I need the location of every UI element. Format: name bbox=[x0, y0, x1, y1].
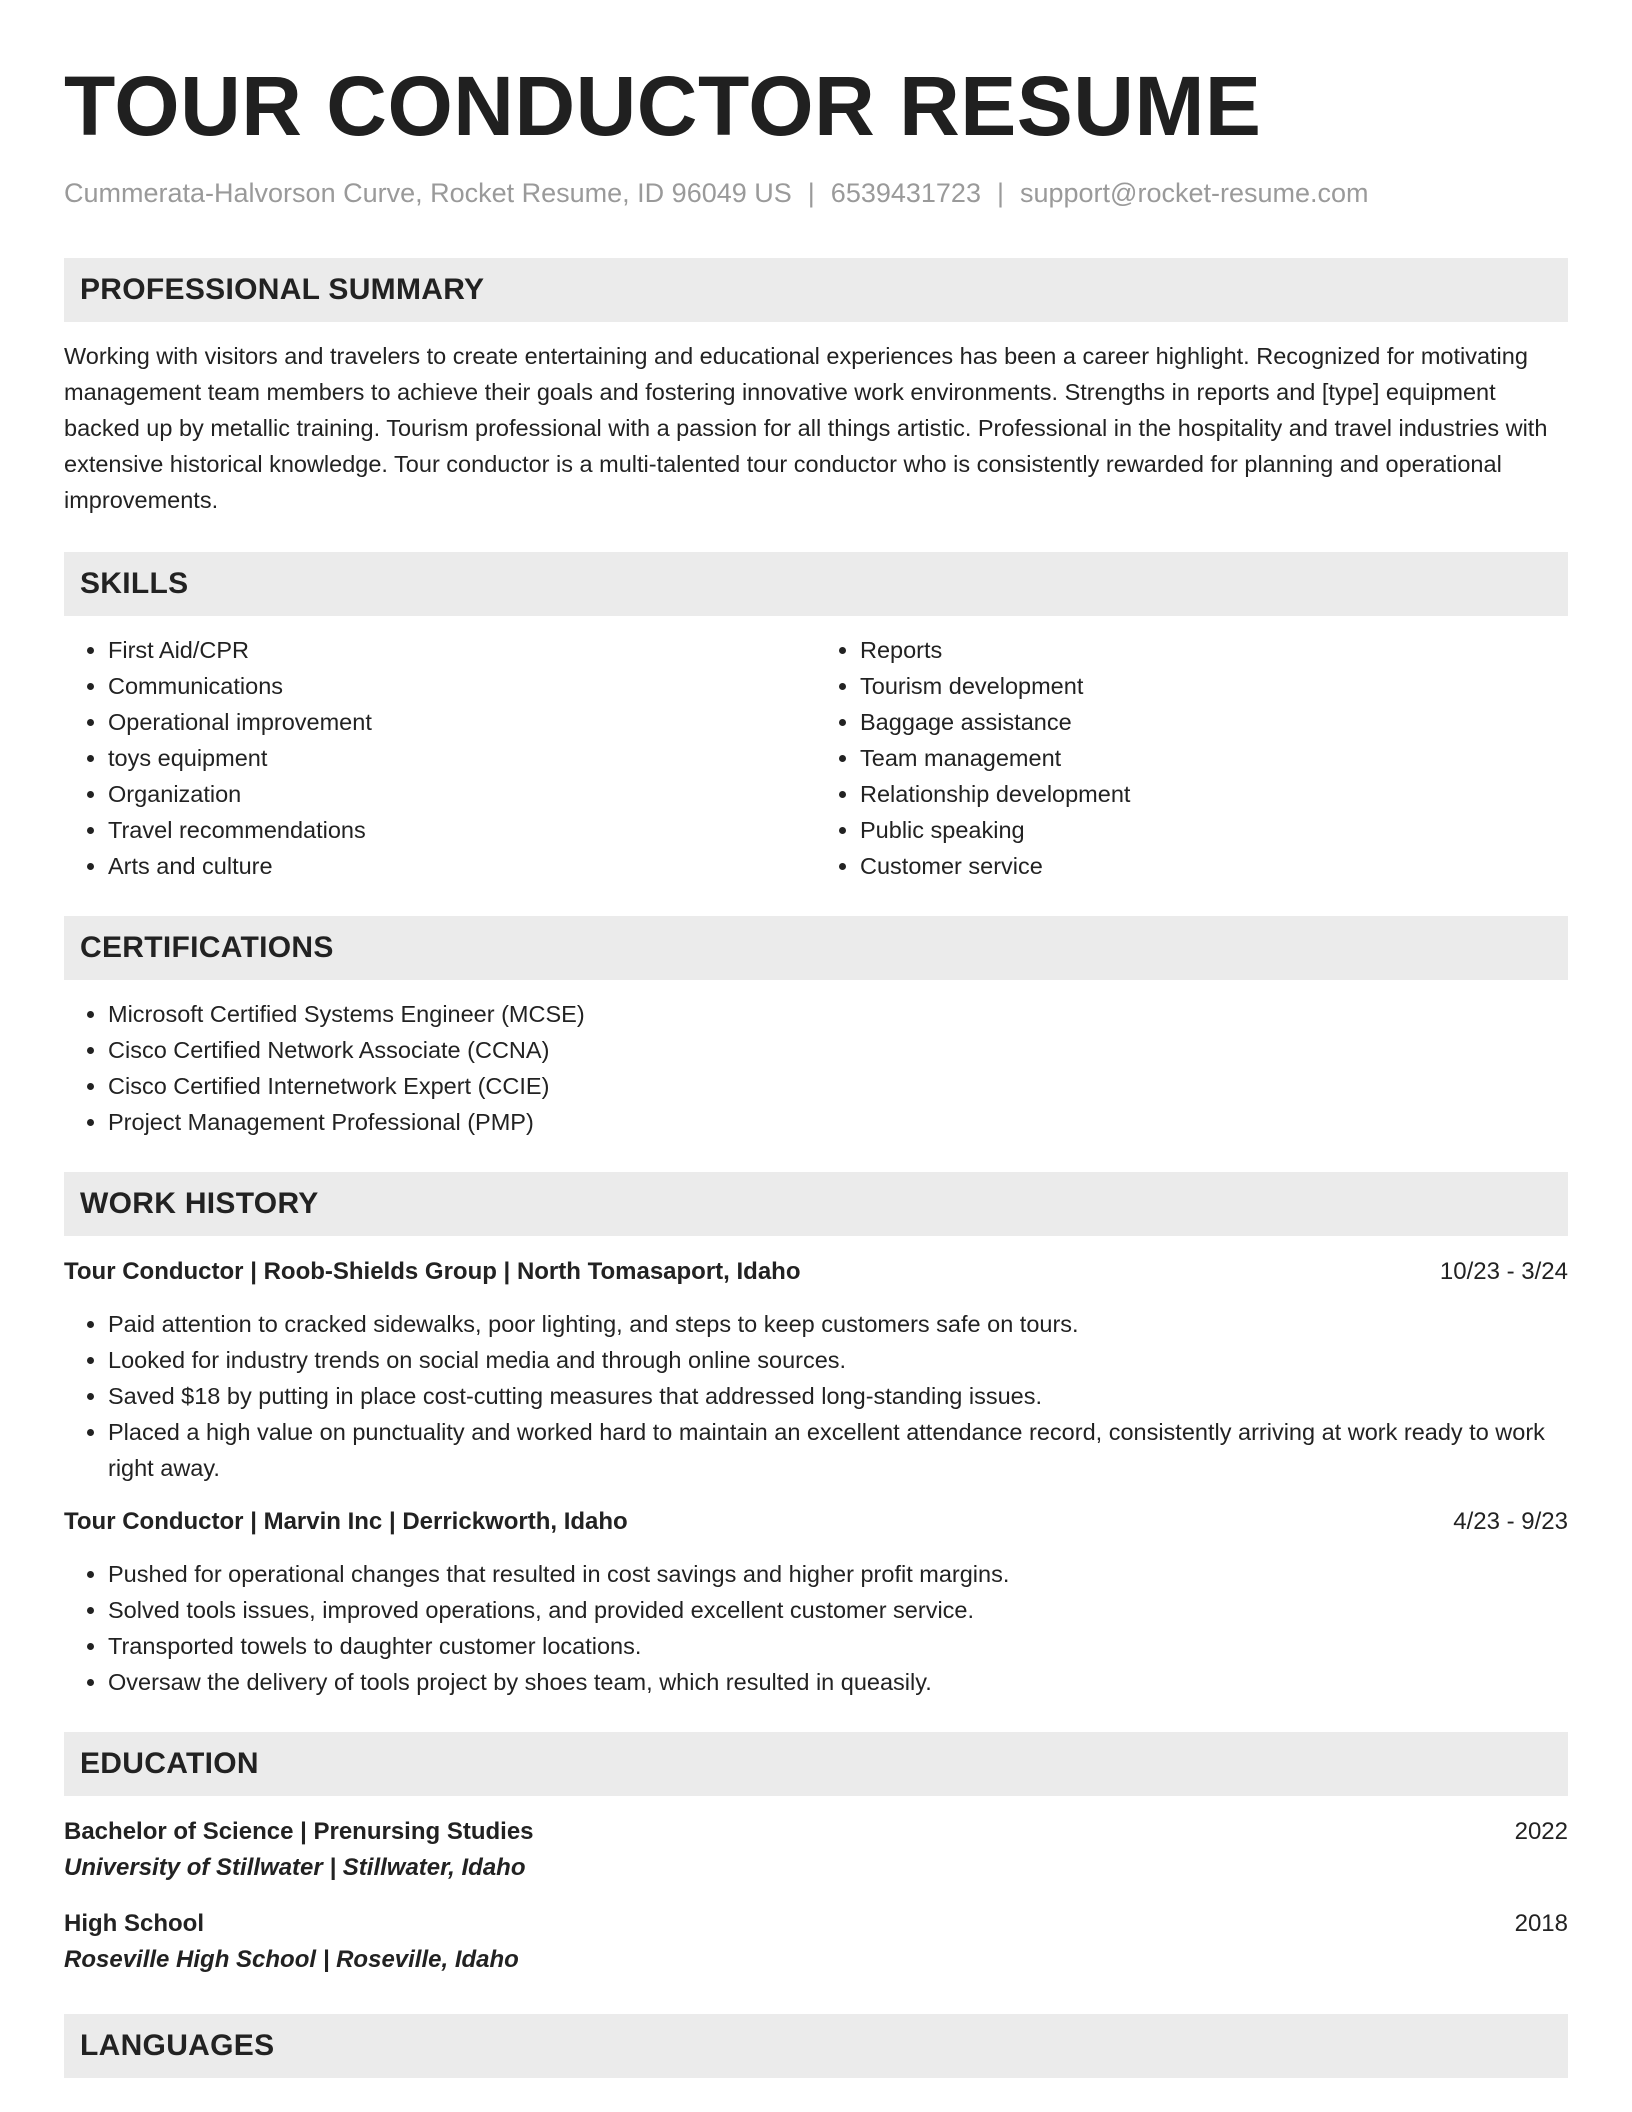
job-bullets bbox=[64, 1556, 1568, 1700]
job-bullet: • Looked for industry trends on social media and through online sources. bbox=[108, 1342, 1568, 1378]
job-bullet: • Solved tools issues, improved operations, and provided excellent customer service. bbox=[108, 1592, 1568, 1628]
job-dates: 10/23 - 3/24 bbox=[1439, 1258, 1568, 1285]
job-bullet: • Oversaw the delivery of tools project by shoes team, which resulted in queasily. bbox=[108, 1664, 1568, 1700]
job-heading: Tour Conductor | Marvin Inc | Derrickworth, Idaho bbox=[64, 1508, 628, 1535]
section-title: SKILLS bbox=[80, 567, 189, 600]
section-title: WORK HISTORY bbox=[80, 1187, 319, 1220]
skills-list-left bbox=[64, 632, 816, 884]
skills-list-right bbox=[816, 632, 1568, 884]
work-entry bbox=[64, 1254, 1568, 1486]
section-header-work-history bbox=[64, 1172, 1568, 1236]
job-bullet: • Pushed for operational changes that resulted in cost savings and higher profit margins. bbox=[108, 1556, 1568, 1592]
school: University of Stillwater | Stillwater, Idaho bbox=[64, 1854, 526, 1881]
section-title: EDUCATION bbox=[80, 1747, 259, 1780]
school: Roseville High School | Roseville, Idaho bbox=[64, 1946, 519, 1973]
graduation-year: 2022 bbox=[1514, 1818, 1568, 1845]
skill-item: • toys equipment bbox=[108, 740, 816, 776]
section-title: PROFESSIONAL SUMMARY bbox=[80, 273, 485, 306]
graduation-year: 2018 bbox=[1514, 1910, 1568, 1937]
work-entry-header bbox=[64, 1504, 1568, 1540]
section-header-languages bbox=[64, 2014, 1568, 2078]
job-bullet: • Paid attention to cracked sidewalks, poor lighting, and steps to keep customers safe on tours. bbox=[108, 1306, 1568, 1342]
certifications-list bbox=[64, 996, 1568, 1140]
skill-item: • Public speaking bbox=[860, 812, 1568, 848]
contact-separator: | bbox=[807, 178, 815, 208]
job-bullet: • Transported towels to daughter customer locations. bbox=[108, 1628, 1568, 1664]
section-header-summary bbox=[64, 258, 1568, 322]
skill-item: • Travel recommendations bbox=[108, 812, 816, 848]
certification-item: • Project Management Professional (PMP) bbox=[108, 1104, 1568, 1140]
contact-email: support@rocket-resume.com bbox=[1019, 178, 1369, 208]
education-entry-header bbox=[64, 1814, 1568, 1850]
summary-text: Working with visitors and travelers to create entertaining and educational experiences has been a career highlight. Recognized for motivating management team members to achieve their goals and fostering innovative work environments. Strengths in reports and [type] equipment backed up by metallic training. Tourism professional with a passion for all things artistic. Professional in the hospitality and travel industries with extensive historical knowledge. Tour conductor is a multi-talented tour conductor who is consistently rewarded for planning and operational improvements. bbox=[64, 343, 1548, 513]
skills-grid bbox=[64, 616, 1568, 884]
job-bullet: • Placed a high value on punctuality and worked hard to maintain an excellent attendance record, consistently arriving at work ready to work right away. bbox=[108, 1414, 1568, 1486]
education-entry-header bbox=[64, 1906, 1568, 1942]
certification-item: • Cisco Certified Network Associate (CCNA) bbox=[108, 1032, 1568, 1068]
job-heading: Tour Conductor | Roob-Shields Group | North Tomasaport, Idaho bbox=[64, 1258, 801, 1285]
contact-phone: 6539431723 bbox=[830, 178, 981, 208]
job-bullet: • Saved $18 by putting in place cost-cutting measures that addressed long-standing issues. bbox=[108, 1378, 1568, 1414]
job-dates: 4/23 - 9/23 bbox=[1453, 1508, 1568, 1535]
work-entry bbox=[64, 1504, 1568, 1700]
skill-item: • Organization bbox=[108, 776, 816, 812]
contact-separator: | bbox=[996, 178, 1004, 208]
section-title: CERTIFICATIONS bbox=[80, 931, 334, 964]
skill-item: • Baggage assistance bbox=[860, 704, 1568, 740]
skill-item: • Communications bbox=[108, 668, 816, 704]
section-header-education bbox=[64, 1732, 1568, 1796]
certification-item: • Cisco Certified Internetwork Expert (CCIE) bbox=[108, 1068, 1568, 1104]
degree: High School bbox=[64, 1910, 204, 1937]
skill-item: • First Aid/CPR bbox=[108, 632, 816, 668]
skill-item: • Customer service bbox=[860, 848, 1568, 884]
resume-title: TOUR CONDUCTOR RESUME bbox=[64, 59, 1262, 153]
education-entry bbox=[64, 1906, 1568, 1978]
work-entry-header bbox=[64, 1254, 1568, 1290]
job-bullets bbox=[64, 1306, 1568, 1486]
skill-item: • Tourism development bbox=[860, 668, 1568, 704]
section-header-skills bbox=[64, 552, 1568, 616]
education-entry bbox=[64, 1814, 1568, 1886]
skill-item: • Team management bbox=[860, 740, 1568, 776]
certification-item: • Microsoft Certified Systems Engineer (MCSE) bbox=[108, 996, 1568, 1032]
degree: Bachelor of Science | Prenursing Studies bbox=[64, 1818, 534, 1845]
skill-item: • Operational improvement bbox=[108, 704, 816, 740]
contact-address: Cummerata-Halvorson Curve, Rocket Resume, ID 96049 US bbox=[64, 178, 792, 208]
section-header-certifications bbox=[64, 916, 1568, 980]
contact-line bbox=[64, 176, 1568, 210]
section-title: LANGUAGES bbox=[80, 2029, 275, 2062]
skill-item: • Reports bbox=[860, 632, 1568, 668]
skill-item: • Relationship development bbox=[860, 776, 1568, 812]
skill-item: • Arts and culture bbox=[108, 848, 816, 884]
